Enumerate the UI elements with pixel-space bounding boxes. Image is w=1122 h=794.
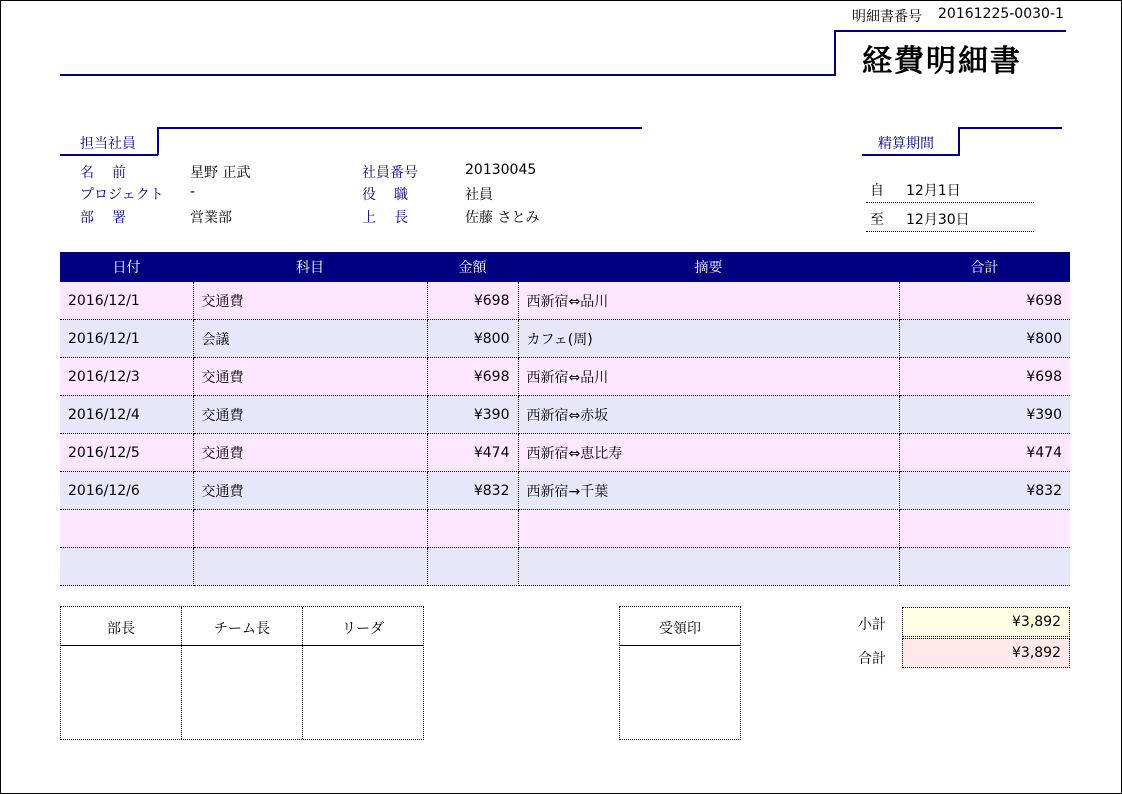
approval-label-leader: リーダ	[342, 621, 384, 637]
total-label: 合計	[858, 651, 886, 667]
cell-amount: ¥832	[427, 472, 518, 510]
supervisor-value: 佐藤 さとみ	[465, 210, 540, 226]
department-label: 部 署	[80, 210, 128, 226]
employee-section-rule	[60, 154, 158, 156]
approval-stamp-box	[60, 606, 424, 740]
employee-number: 20130045	[465, 162, 537, 178]
table-row	[60, 320, 1070, 358]
period-section-rule	[862, 154, 960, 156]
cell-amount: ¥800	[427, 320, 518, 358]
cell-category	[193, 510, 427, 548]
cell-date: 2016/12/5	[60, 434, 193, 472]
cell-note	[518, 510, 899, 548]
cell-note: 西新宿⇔恵比寿	[518, 434, 899, 472]
cell-date	[60, 548, 193, 586]
title-rule-top	[834, 30, 1066, 32]
period-from-row	[866, 176, 1034, 203]
cell-category: 交通費	[193, 396, 427, 434]
period-section-title: 精算期間	[878, 136, 934, 152]
cell-note: 西新宿→千葉	[518, 472, 899, 510]
cell-total: ¥832	[899, 472, 1070, 510]
cell-total	[899, 548, 1070, 586]
doc-number-label: 明細書番号	[852, 9, 922, 25]
cell-amount: ¥698	[427, 282, 518, 320]
approval-col-team-lead	[182, 607, 303, 739]
table-header-row	[60, 252, 1070, 282]
header-total: 合計	[899, 252, 1070, 282]
department-value: 営業部	[190, 210, 232, 226]
employee-name: 星野 正武	[190, 165, 251, 181]
period-from-value: 12月1日	[906, 183, 961, 199]
cell-amount: ¥390	[427, 396, 518, 434]
period-to-label: 至	[870, 212, 884, 228]
cell-amount: ¥474	[427, 434, 518, 472]
period-to-row	[866, 205, 1034, 232]
cell-amount	[427, 510, 518, 548]
table-row	[60, 548, 1070, 586]
cell-note: カフェ(周)	[518, 320, 899, 358]
table-row	[60, 434, 1070, 472]
cell-date: 2016/12/3	[60, 358, 193, 396]
cell-date: 2016/12/6	[60, 472, 193, 510]
employee-section-title: 担当社員	[80, 136, 136, 152]
cell-total: ¥698	[899, 358, 1070, 396]
project-label: プロジェクト	[80, 187, 164, 203]
header-date: 日付	[60, 252, 193, 282]
expense-table	[60, 252, 1070, 586]
total-value: ¥3,892	[902, 638, 1070, 668]
header-note: 摘要	[518, 252, 899, 282]
cell-date: 2016/12/1	[60, 282, 193, 320]
cell-date: 2016/12/1	[60, 320, 193, 358]
cell-note: 西新宿⇔品川	[518, 282, 899, 320]
cell-note: 西新宿⇔品川	[518, 358, 899, 396]
cell-category: 交通費	[193, 282, 427, 320]
cell-date: 2016/12/4	[60, 396, 193, 434]
period-from-label: 自	[870, 183, 884, 199]
supervisor-label: 上 長	[362, 210, 410, 226]
title-rule	[60, 74, 836, 76]
name-label: 名 前	[80, 165, 128, 181]
cell-total: ¥800	[899, 320, 1070, 358]
period-section-rule-vertical	[958, 127, 960, 155]
period-section-rule-top	[958, 127, 1062, 129]
cell-amount	[427, 548, 518, 586]
page-title: 経費明細書	[862, 44, 1022, 79]
cell-category: 交通費	[193, 358, 427, 396]
cell-date	[60, 510, 193, 548]
header-amount: 金額	[427, 252, 518, 282]
table-row	[60, 472, 1070, 510]
cell-total: ¥698	[899, 282, 1070, 320]
cell-category: 交通費	[193, 434, 427, 472]
table-row	[60, 510, 1070, 548]
receipt-label: 受領印	[659, 621, 701, 637]
subtotal-label: 小計	[858, 617, 886, 633]
approval-col-manager	[61, 607, 182, 739]
employee-section-rule-vertical	[157, 127, 159, 155]
project-value: -	[190, 184, 196, 200]
cell-category: 交通費	[193, 472, 427, 510]
cell-total: ¥390	[899, 396, 1070, 434]
position-label: 役 職	[362, 187, 410, 203]
cell-note	[518, 548, 899, 586]
title-rule-vertical	[834, 30, 836, 75]
cell-amount: ¥698	[427, 358, 518, 396]
approval-col-leader	[303, 607, 423, 739]
subtotal-value: ¥3,892	[902, 607, 1070, 637]
doc-number: 20161225-0030-1	[938, 6, 1064, 22]
cell-category: 会議	[193, 320, 427, 358]
table-row	[60, 358, 1070, 396]
cell-total	[899, 510, 1070, 548]
cell-total: ¥474	[899, 434, 1070, 472]
employee-section-rule-top	[157, 127, 642, 129]
table-row	[60, 282, 1070, 320]
employee-number-label: 社員番号	[362, 165, 418, 181]
cell-category	[193, 548, 427, 586]
receipt-stamp-box	[619, 606, 741, 740]
position-value: 社員	[465, 187, 493, 203]
approval-label-team-lead: チーム長	[214, 621, 270, 637]
approval-label-manager: 部長	[107, 621, 135, 637]
period-to-value: 12月30日	[906, 212, 970, 228]
cell-note: 西新宿⇔赤坂	[518, 396, 899, 434]
header-category: 科目	[193, 252, 427, 282]
table-row	[60, 396, 1070, 434]
